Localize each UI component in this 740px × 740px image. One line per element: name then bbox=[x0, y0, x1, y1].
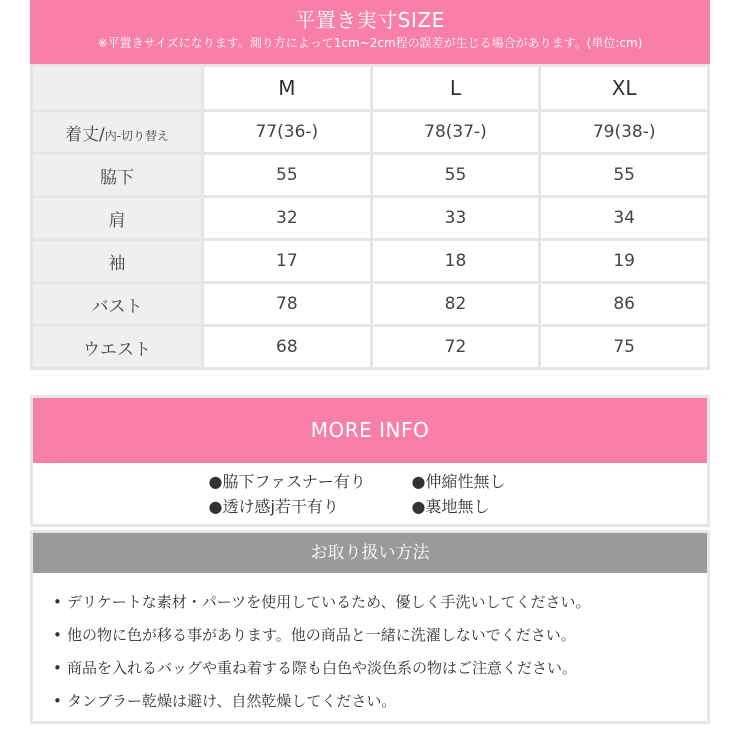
size-note: ※平置きサイズになります。測り方によって1cm~2cm程の誤差が生じる場合があります。(単位:cm) bbox=[97, 36, 643, 50]
table-corner-cell bbox=[33, 67, 201, 109]
list-item bbox=[53, 619, 707, 652]
care-list bbox=[33, 573, 707, 718]
table-row bbox=[33, 198, 707, 238]
row-label-shoulder: 肩 bbox=[33, 198, 201, 238]
row-label-waist: ウエスト bbox=[33, 327, 201, 367]
care-item-text: タンブラー乾燥は避け、自然乾燥してください。 bbox=[67, 692, 397, 710]
table-cell: 68 bbox=[204, 327, 370, 367]
more-info-item: ●伸縮性無し bbox=[411, 472, 506, 491]
column-header-xl: XL bbox=[541, 67, 707, 109]
more-info-item: ●脇下ファスナー有り bbox=[208, 472, 366, 491]
bullet-icon: • bbox=[53, 692, 62, 710]
table-cell: 79(38-) bbox=[541, 112, 707, 152]
more-info-title: MORE INFO bbox=[33, 398, 707, 463]
table-cell: 32 bbox=[204, 198, 370, 238]
table-cell: 55 bbox=[204, 155, 370, 195]
more-info-panel bbox=[30, 395, 710, 527]
row-label-sleeve: 袖 bbox=[33, 241, 201, 281]
table-row bbox=[33, 327, 707, 367]
table-cell: 72 bbox=[373, 327, 539, 367]
row-label-subtext: 内-切り替え bbox=[104, 128, 170, 143]
table-cell: 55 bbox=[373, 155, 539, 195]
table-row bbox=[33, 155, 707, 195]
bullet-icon: • bbox=[53, 659, 62, 677]
more-info-list bbox=[33, 463, 707, 519]
table-cell: 55 bbox=[541, 155, 707, 195]
table-cell: 34 bbox=[541, 198, 707, 238]
list-item bbox=[53, 652, 707, 685]
care-item-text: デリケートな素材・パーツを使用しているため、優しく手洗いしてください。 bbox=[67, 593, 591, 611]
row-label-bust: バスト bbox=[33, 284, 201, 324]
table-row bbox=[33, 284, 707, 324]
care-item-text: 商品を入れるバッグや重ね着する際も白色や淡色系の物はご注意ください。 bbox=[67, 659, 578, 677]
bullet-icon: • bbox=[53, 626, 62, 644]
table-cell: 18 bbox=[373, 241, 539, 281]
table-cell: 75 bbox=[541, 327, 707, 367]
care-item-text: 他の物に色が移る事があります。他の商品と一緒に洗濯しないでください。 bbox=[67, 626, 576, 644]
column-header-m: M bbox=[204, 67, 370, 109]
more-info-item: ●透け感j若干有り bbox=[208, 497, 339, 516]
row-label-armpit: 脇下 bbox=[33, 155, 201, 195]
care-instructions-panel bbox=[30, 530, 710, 724]
row-label-text: 着丈/ bbox=[64, 124, 105, 145]
table-cell: 78 bbox=[204, 284, 370, 324]
more-info-item: ●裏地無し bbox=[411, 497, 490, 516]
table-cell: 33 bbox=[373, 198, 539, 238]
table-cell: 86 bbox=[541, 284, 707, 324]
table-row bbox=[33, 112, 707, 152]
care-title: お取り扱い方法 bbox=[33, 533, 707, 573]
list-item bbox=[53, 685, 707, 718]
size-table-header-row bbox=[33, 67, 707, 109]
table-cell: 78(37-) bbox=[373, 112, 539, 152]
table-cell: 17 bbox=[204, 241, 370, 281]
size-header bbox=[30, 0, 710, 64]
table-cell: 82 bbox=[373, 284, 539, 324]
table-cell: 19 bbox=[541, 241, 707, 281]
size-table bbox=[30, 64, 710, 370]
table-row bbox=[33, 241, 707, 281]
row-label-length bbox=[33, 112, 201, 152]
column-header-l: L bbox=[373, 67, 539, 109]
list-item bbox=[53, 586, 707, 619]
bullet-icon: • bbox=[53, 593, 62, 611]
size-title: 平置き実寸SIZE bbox=[295, 8, 445, 32]
table-cell: 77(36-) bbox=[204, 112, 370, 152]
